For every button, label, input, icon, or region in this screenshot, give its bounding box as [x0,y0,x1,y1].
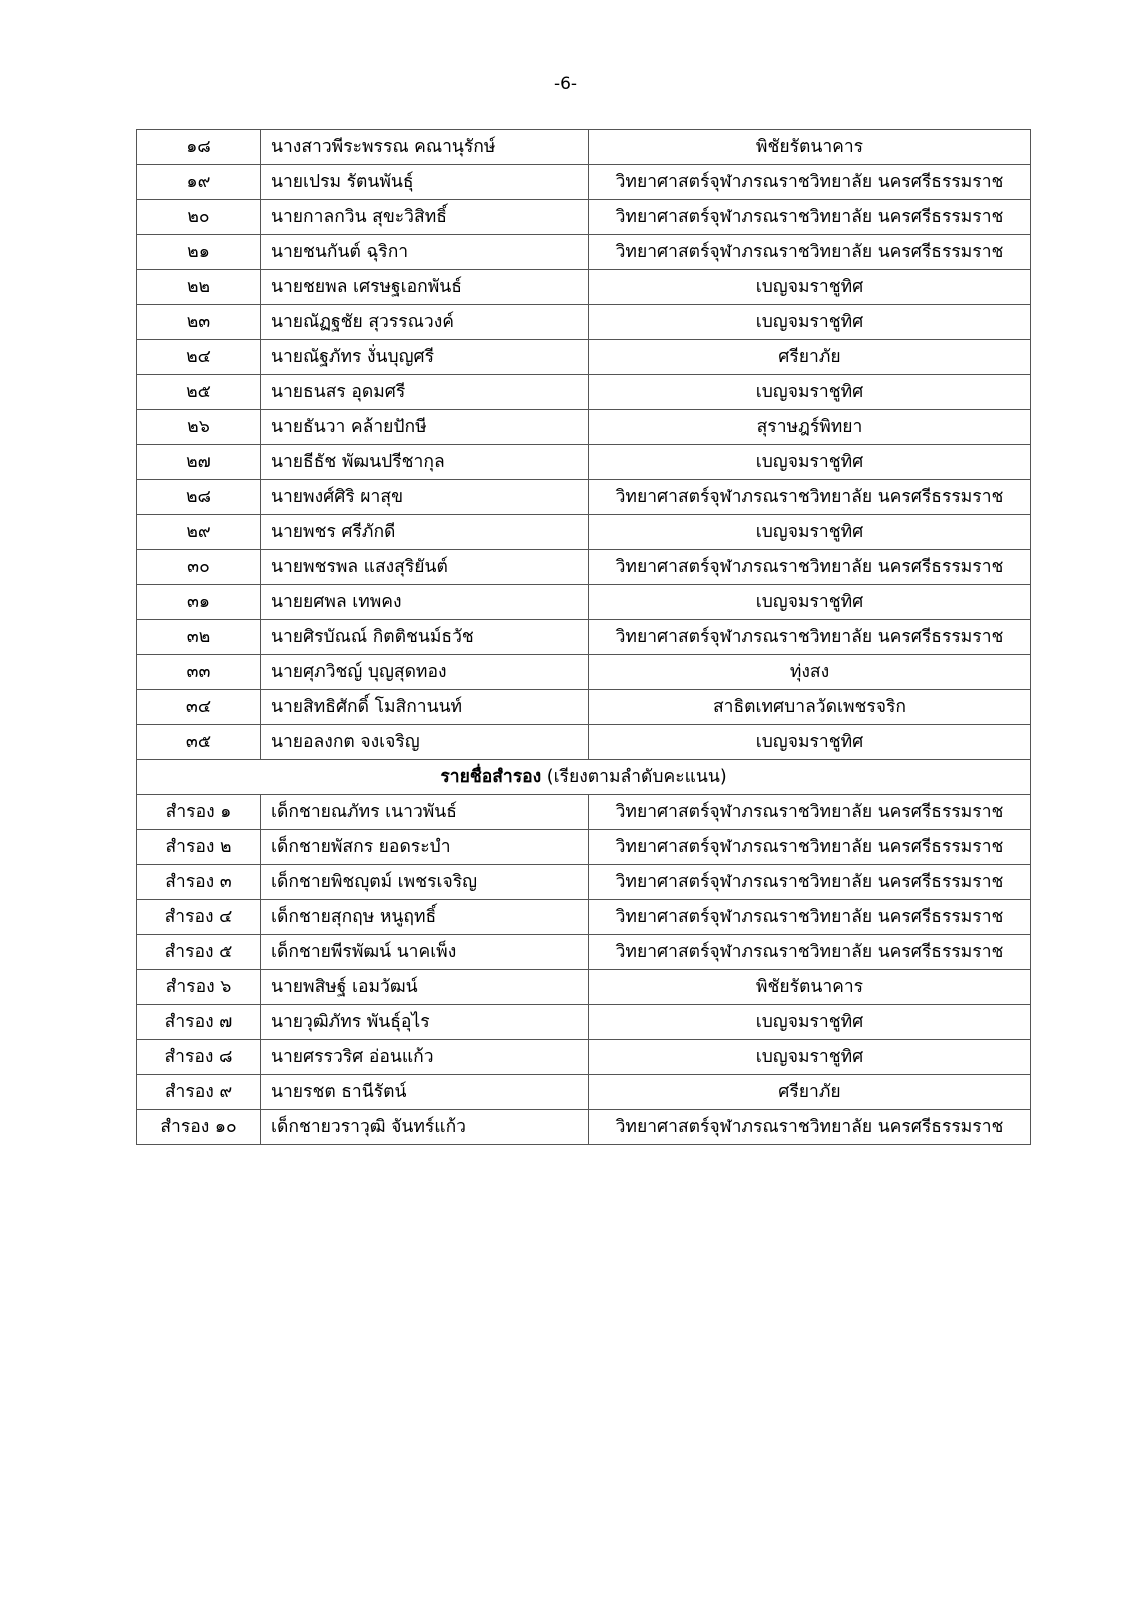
row-number: ๒๗ [137,445,261,480]
table-row [137,410,1031,445]
row-number: สำรอง ๒ [137,830,261,865]
student-name: นายพชร ศรีภักดี [261,515,589,550]
reserve-heading-row [137,760,1031,795]
school-name: วิทยาศาสตร์จุฬาภรณราชวิทยาลัย นครศรีธรรมราช [589,795,1031,830]
student-name: นายกาลกวิน สุขะวิสิทธิ์ [261,200,589,235]
student-name: นายวุฒิภัทร พันธุ์อุไร [261,1005,589,1040]
school-name: พิชัยรัตนาคาร [589,130,1031,165]
row-number: ๒๙ [137,515,261,550]
student-name: นางสาวพีระพรรณ คณานุรักษ์ [261,130,589,165]
roster-table [136,129,1031,1145]
student-name: นายรชต ธานีรัตน์ [261,1075,589,1110]
table-row [137,550,1031,585]
student-name: นายศุภวิชญ์ บุญสุดทอง [261,655,589,690]
table-row [137,1005,1031,1040]
student-name: นายสิทธิศักดิ์ โมสิกานนท์ [261,690,589,725]
reserve-heading [137,760,1031,795]
table-row [137,690,1031,725]
row-number: สำรอง ๗ [137,1005,261,1040]
school-name: ศรียาภัย [589,340,1031,375]
student-name: นายธนสร อุดมศรี [261,375,589,410]
school-name: เบญจมราชูทิศ [589,725,1031,760]
row-number: ๓๔ [137,690,261,725]
student-name: เด็กชายสุกฤษ หนูฤทธิ์ [261,900,589,935]
row-number: สำรอง ๓ [137,865,261,900]
school-name: เบญจมราชูทิศ [589,585,1031,620]
table-row [137,620,1031,655]
school-name: วิทยาศาสตร์จุฬาภรณราชวิทยาลัย นครศรีธรรมราช [589,935,1031,970]
table-row [137,795,1031,830]
table-row [137,865,1031,900]
student-name: นายศิรบัณณ์ กิตติชนม์ธวัช [261,620,589,655]
row-number: ๒๐ [137,200,261,235]
main-list [137,130,1031,760]
reserve-heading-note: (เรียงตามลำดับคะแนน) [541,767,727,787]
row-number: ๒๔ [137,340,261,375]
table-row [137,830,1031,865]
row-number: ๒๒ [137,270,261,305]
school-name: วิทยาศาสตร์จุฬาภรณราชวิทยาลัย นครศรีธรรมราช [589,865,1031,900]
row-number: สำรอง ๕ [137,935,261,970]
row-number: ๒๖ [137,410,261,445]
student-name: เด็กชายพีรพัฒน์ นาคเพ็ง [261,935,589,970]
table-row [137,970,1031,1005]
school-name: สาธิตเทศบาลวัดเพชรจริก [589,690,1031,725]
table-row [137,445,1031,480]
student-name: เด็กชายณภัทร เนาวพันธ์ [261,795,589,830]
row-number: สำรอง ๘ [137,1040,261,1075]
row-number: สำรอง ๖ [137,970,261,1005]
school-name: สุราษฎร์พิทยา [589,410,1031,445]
table-row [137,200,1031,235]
table-row [137,585,1031,620]
table-row [137,340,1031,375]
student-name: นายณัฏฐชัย สุวรรณวงค์ [261,305,589,340]
row-number: สำรอง ๑๐ [137,1110,261,1145]
table-row [137,725,1031,760]
row-number: ๓๐ [137,550,261,585]
row-number: ๒๕ [137,375,261,410]
student-name: เด็กชายพิชญุตม์ เพชรเจริญ [261,865,589,900]
school-name: เบญจมราชูทิศ [589,1005,1031,1040]
table-row [137,305,1031,340]
row-number: ๓๒ [137,620,261,655]
student-name: นายศรรวริศ อ่อนแก้ว [261,1040,589,1075]
reserve-list [137,795,1031,1145]
school-name: เบญจมราชูทิศ [589,375,1031,410]
school-name: ศรียาภัย [589,1075,1031,1110]
table-row [137,270,1031,305]
student-name: นายณัฐภัทร งั่นบุญศรี [261,340,589,375]
school-name: วิทยาศาสตร์จุฬาภรณราชวิทยาลัย นครศรีธรรมราช [589,165,1031,200]
student-name: นายชนกันต์ ฉุริกา [261,235,589,270]
table-row [137,130,1031,165]
row-number: ๒๘ [137,480,261,515]
table-row [137,480,1031,515]
school-name: ทุ่งสง [589,655,1031,690]
row-number: ๒๑ [137,235,261,270]
table-row [137,935,1031,970]
school-name: เบญจมราชูทิศ [589,270,1031,305]
student-name: นายธันวา คล้ายปักษี [261,410,589,445]
student-name: นายชยพล เศรษฐเอกพันธ์ [261,270,589,305]
page-number: -6- [553,74,578,94]
student-name: เด็กชายพัสกร ยอดระบำ [261,830,589,865]
school-name: เบญจมราชูทิศ [589,305,1031,340]
row-number: ๓๑ [137,585,261,620]
student-name: นายอลงกต จงเจริญ [261,725,589,760]
row-number: สำรอง ๑ [137,795,261,830]
school-name: เบญจมราชูทิศ [589,1040,1031,1075]
row-number: ๓๕ [137,725,261,760]
school-name: เบญจมราชูทิศ [589,445,1031,480]
row-number: ๑๘ [137,130,261,165]
school-name: วิทยาศาสตร์จุฬาภรณราชวิทยาลัย นครศรีธรรมราช [589,900,1031,935]
school-name: พิชัยรัตนาคาร [589,970,1031,1005]
table-row [137,515,1031,550]
reserve-section [137,760,1031,795]
row-number: ๑๙ [137,165,261,200]
table-row [137,1110,1031,1145]
school-name: วิทยาศาสตร์จุฬาภรณราชวิทยาลัย นครศรีธรรมราช [589,200,1031,235]
table-row [137,900,1031,935]
row-number: ๓๓ [137,655,261,690]
table-row [137,165,1031,200]
student-name: นายเปรม รัตนพันธุ์ [261,165,589,200]
school-name: วิทยาศาสตร์จุฬาภรณราชวิทยาลัย นครศรีธรรมราช [589,235,1031,270]
table-row [137,1040,1031,1075]
school-name: วิทยาศาสตร์จุฬาภรณราชวิทยาลัย นครศรีธรรมราช [589,830,1031,865]
student-name: นายธีธัช พัฒนปรีชากุล [261,445,589,480]
student-name: นายพงศ์ศิริ ผาสุข [261,480,589,515]
table-row [137,375,1031,410]
student-name: นายพสิษฐ์ เอมวัฒน์ [261,970,589,1005]
school-name: วิทยาศาสตร์จุฬาภรณราชวิทยาลัย นครศรีธรรมราช [589,480,1031,515]
row-number: สำรอง ๙ [137,1075,261,1110]
table-row [137,235,1031,270]
student-name: นายพชรพล แสงสุริยันต์ [261,550,589,585]
student-name: นายยศพล เทพคง [261,585,589,620]
school-name: วิทยาศาสตร์จุฬาภรณราชวิทยาลัย นครศรีธรรมราช [589,620,1031,655]
reserve-heading-bold: รายชื่อสำรอง [440,767,542,787]
student-name: เด็กชายวราวุฒิ จันทร์แก้ว [261,1110,589,1145]
school-name: วิทยาศาสตร์จุฬาภรณราชวิทยาลัย นครศรีธรรมราช [589,1110,1031,1145]
school-name: วิทยาศาสตร์จุฬาภรณราชวิทยาลัย นครศรีธรรมราช [589,550,1031,585]
table-row [137,1075,1031,1110]
school-name: เบญจมราชูทิศ [589,515,1031,550]
row-number: ๒๓ [137,305,261,340]
table-row [137,655,1031,690]
row-number: สำรอง ๔ [137,900,261,935]
